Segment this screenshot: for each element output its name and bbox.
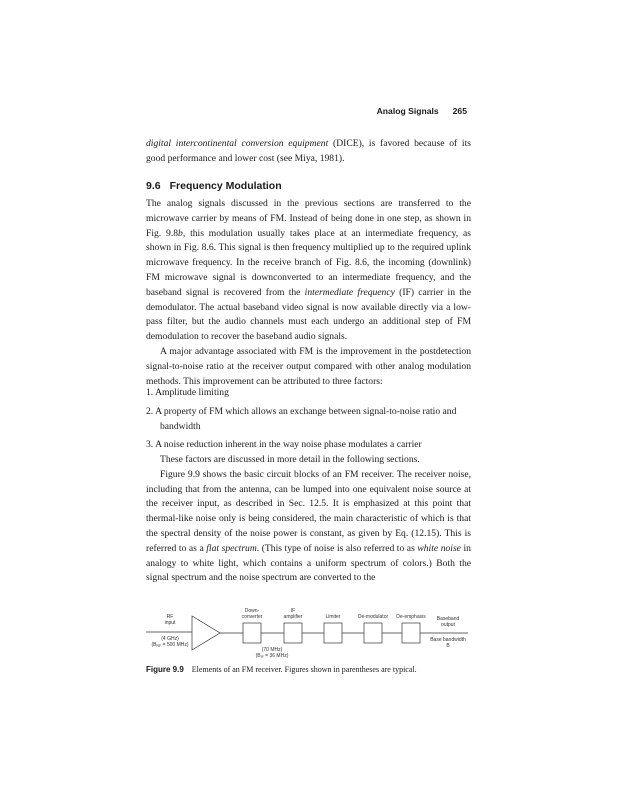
body-text-continued [146,453,471,586]
section-heading [146,180,282,192]
running-header [377,106,467,116]
list-item: 1. Amplitude limiting [146,387,229,398]
downconverter-box [243,623,261,643]
caption-text: Elements of an FM receiver. Figures shown in parentheses are typical. [191,665,417,674]
base-bandwidth-label: Base bandwidth [430,637,466,643]
downconverter-label-1: Down- [244,608,260,614]
if-bandwidth-label: ($B_{IF} = 36$ MHz) [255,653,289,659]
block-diagram-svg [146,604,471,662]
amplifier-triangle [192,616,220,650]
rf-freq-label: (4 GHz) [161,636,179,642]
demodulator-label: De-modulator [357,614,389,620]
factor-list [146,386,471,457]
paragraph-4: Figure 9.9 shows the basic circuit blocks of an FM receiver. The receiver noise, including that from the antenna, can be lumped into one equivalent noise source at the receiver input, as described in Sec. 12.5. It is emphasized at this point that thermal-like noise only is being considered, the main characteristic of which is that the spectral density of the noise power is constant, as given by Eq. (12.15). This is referred to as a flat spectrum. (This type of noise is also referred to as white noise in analogy to white light, which contains a uniform spectrum of colors.) Both the signal spectrum and the noise spectrum are converted to the [146,468,471,584]
list-item: 2. A property of FM which allows an exchange between signal-to-noise ratio and bandwidth [146,405,457,432]
if-freq-label: (70 MHz) [261,647,283,653]
section-title: Frequency Modulation [169,180,282,192]
intro-text: (DICE), is favored because of its good performance and lower cost (see Miya, 1981). [146,138,471,164]
list-item: 3. A noise reduction inherent in the way noise phase modulates a carrier [146,439,422,451]
if-label: IF [290,608,296,614]
paragraph-1: The analog signals discussed in the previous sections are transferred to the microwave carrier by means of FM. Instead of being done in one step, as shown in Fig. 9.8b, this modulation usually takes place at an intermediate frequency, as shown in Fig. 8.6. This signal is then frequency multiplied up to the required uplink microwave frequency. In the receive branch of Fig. 8.6, the incoming (downlink) FM microwave signal is downconverted to an intermediate frequency, and the baseband signal is recovered from the intermediate frequency (IF) carrier in the demodulator. The actual baseband video signal is now available directly via a low-pass filter, but the audio channels must each undergo an additional step of FM demodulation to recover the baseband audio signals. [146,198,471,343]
intro-italic: digital intercontinental conversion equipment [146,138,329,149]
page-number: 265 [452,106,467,116]
section-number: 9.6 [146,180,161,192]
deemphasis-label: De-emphasis [396,614,426,620]
input-label: input [164,620,176,626]
body-text [146,197,471,389]
amplifier-label: amplifier [283,614,303,620]
limiter-label: Limiter [325,614,341,620]
figure-number: Figure 9.9 [146,665,184,674]
figure-caption [146,665,471,674]
downconverter-label-2: converter [241,614,263,620]
rf-label: RF [166,614,174,620]
baseband-label: Baseband [436,616,460,622]
deemphasis-box [402,623,420,643]
paragraph-2: A major advantage associated with FM is the improvement in the postdetection signal-to-noise ratio at the receiver output compared with other analog modulation methods. This improvement can be attributed to three factors: [146,345,471,387]
b-label: B [446,643,450,649]
intro-paragraph [146,137,471,167]
limiter-box [324,623,342,643]
if-amplifier-box [284,623,302,643]
output-label: output [441,622,455,628]
paragraph-3: These factors are discussed in more detail in the following sections. [160,454,420,465]
rf-bandwidth-label: ($B_{RF} = 500$ MHz) [151,642,189,648]
running-title: Analog Signals [376,106,439,116]
fm-receiver-diagram [146,604,471,662]
demodulator-box [364,623,382,643]
